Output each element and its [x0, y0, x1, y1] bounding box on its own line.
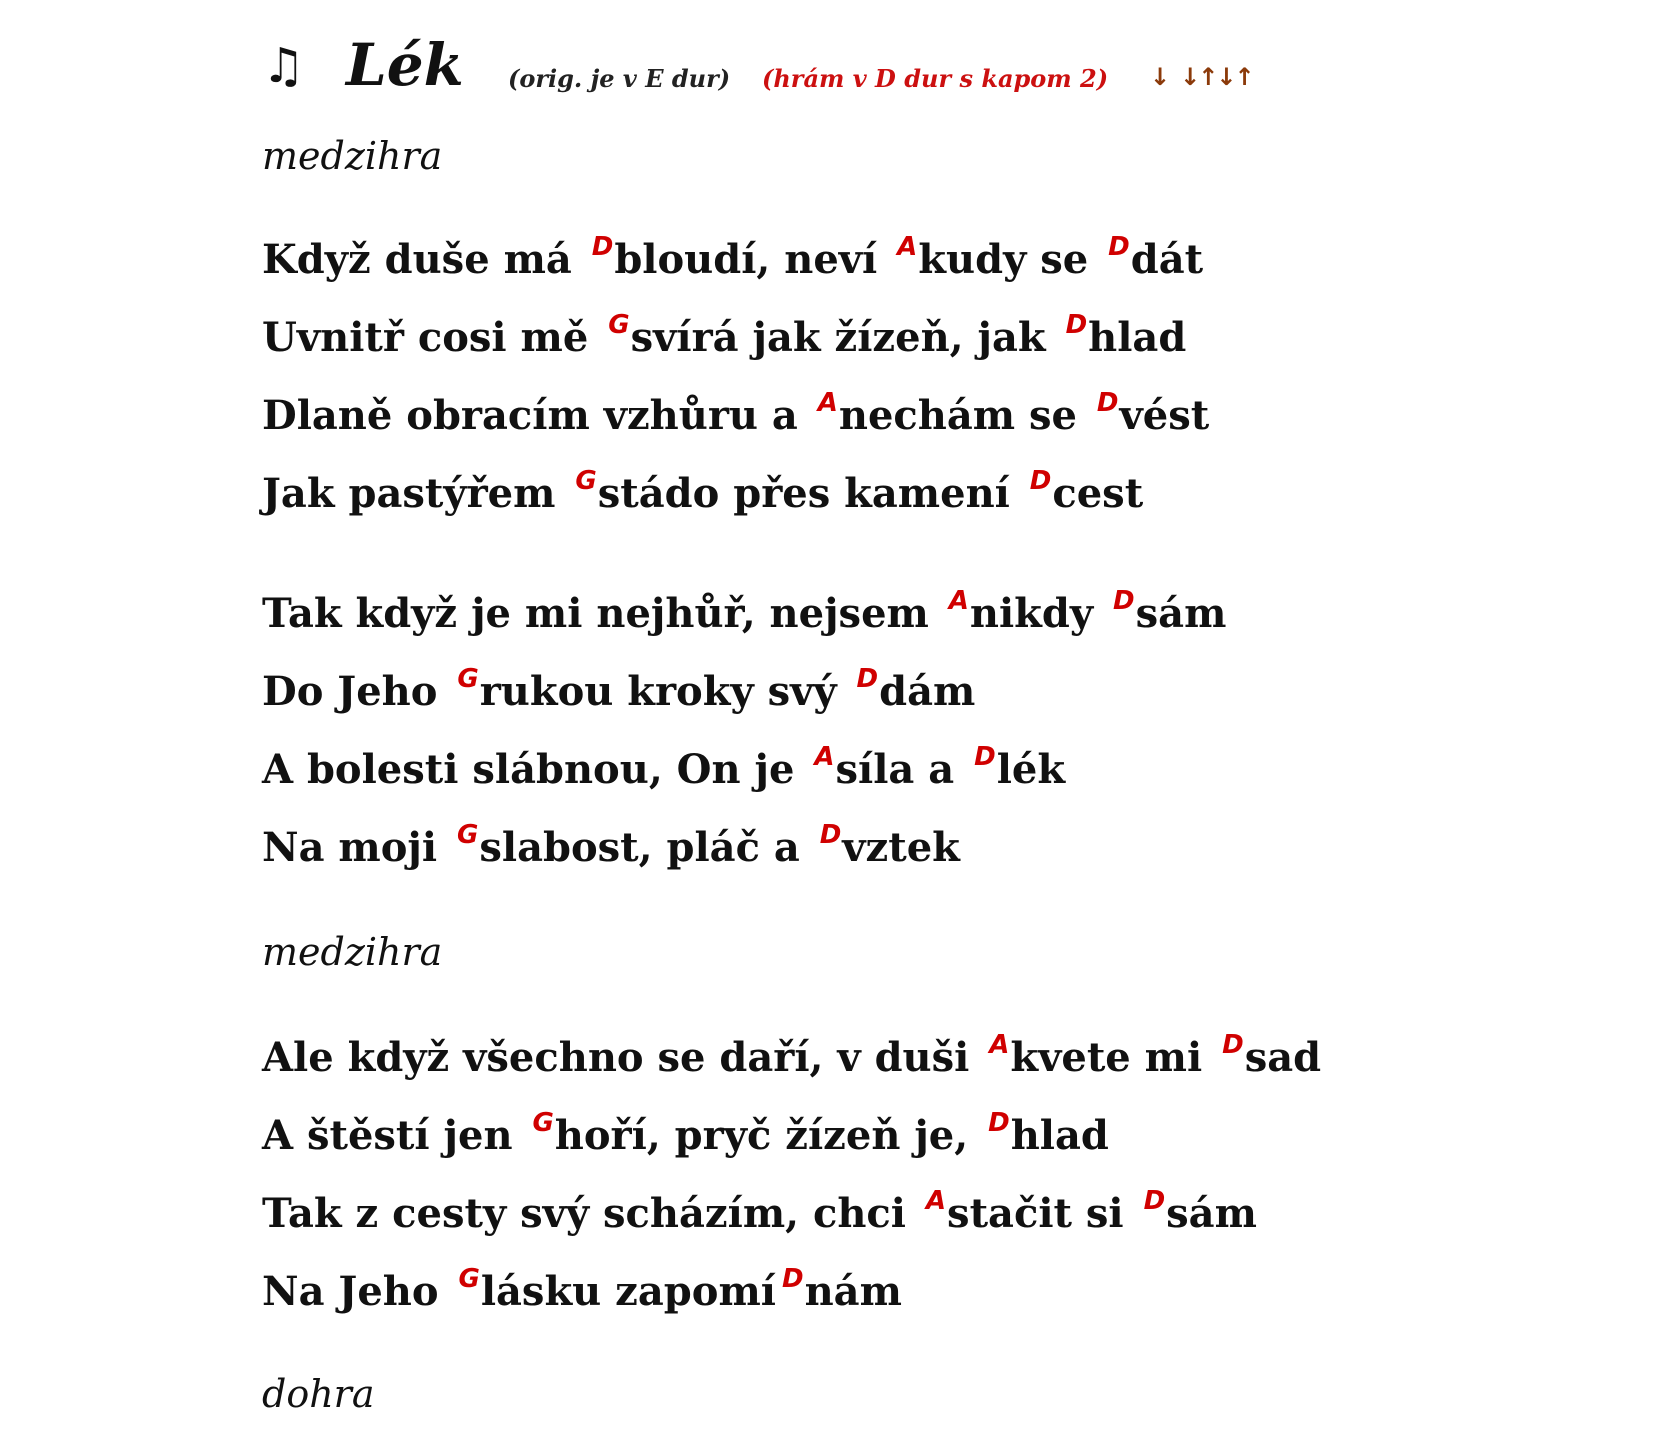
chord-symbol: D	[1065, 310, 1088, 340]
lyric-text: svírá jak žízeň, jak	[630, 314, 1060, 361]
chord-symbol: G	[532, 1108, 554, 1138]
lyric-line	[262, 388, 1210, 445]
chord-symbol: D	[1029, 466, 1052, 496]
chord-symbol: G	[457, 820, 479, 850]
chord-symbol: A	[814, 742, 835, 772]
lyric-text: lásku zapomí	[480, 1268, 776, 1315]
lyric-text: Tak když je mi nejhůř, nejsem	[262, 590, 943, 637]
lyric-text: Na moji	[262, 824, 452, 871]
lyric-text: síla a	[835, 746, 969, 793]
lyric-text: vést	[1119, 392, 1210, 439]
lyric-text: A bolesti slábnou, On je	[262, 746, 809, 793]
lyric-text: hlad	[1088, 314, 1187, 361]
chord-symbol: A	[989, 1030, 1010, 1060]
interlude-label: medzihra	[262, 930, 443, 974]
lyric-text: slabost, pláč a	[479, 824, 814, 871]
chord-symbol: G	[575, 466, 597, 496]
transpose-up-button[interactable]: ↓↑	[1216, 63, 1253, 91]
lyric-text: hlad	[1010, 1112, 1109, 1159]
lyric-text: hoří, pryč žízeň je,	[554, 1112, 983, 1159]
lyric-text: rukou kroky svý	[479, 668, 851, 715]
lyric-text: kvete mi	[1010, 1034, 1217, 1081]
chord-symbol: G	[458, 1264, 480, 1294]
lyric-text: Dlaně obracím vzhůru a	[262, 392, 812, 439]
music-note-icon: ♫	[262, 38, 306, 94]
chord-symbol: G	[608, 310, 630, 340]
lyric-text: nikdy	[969, 590, 1108, 637]
lyric-text: sám	[1135, 590, 1227, 637]
chord-symbol: A	[897, 232, 918, 262]
capo-info: (hrám v D dur s kapom 2)	[762, 64, 1109, 93]
lyric-text: cest	[1052, 470, 1144, 517]
chord-symbol: G	[457, 664, 479, 694]
lyric-text: vztek	[842, 824, 960, 871]
lyric-text: nechám se	[838, 392, 1091, 439]
chord-symbol: D	[1222, 1030, 1244, 1060]
lyric-text: Uvnitř cosi mě	[262, 314, 603, 361]
lyric-line	[262, 1030, 1322, 1087]
transpose-down-one-button[interactable]: ↓	[1150, 63, 1169, 91]
chord-symbol: D	[819, 820, 842, 850]
original-key-note: (orig. je v E dur)	[508, 64, 731, 93]
chord-symbol: D	[1113, 586, 1135, 616]
lyric-text: dát	[1130, 236, 1204, 283]
song-header	[262, 30, 1562, 100]
chord-symbol: D	[781, 1264, 804, 1294]
lyric-text: bloudí, neví	[614, 236, 892, 283]
lyric-line	[262, 232, 1204, 289]
lyric-line	[262, 1108, 1109, 1165]
chord-symbol: D	[1108, 232, 1130, 262]
lyric-text: stádo přes kamení	[597, 470, 1024, 517]
chord-symbol: D	[988, 1108, 1010, 1138]
lyric-text: sám	[1166, 1190, 1257, 1237]
lyric-text: Do Jeho	[262, 668, 452, 715]
lyric-line	[262, 586, 1227, 643]
lyric-text: Když duše má	[262, 236, 586, 283]
transpose-controls	[1150, 62, 1253, 92]
lyric-line	[262, 820, 960, 877]
chord-symbol: D	[1143, 1186, 1166, 1216]
lyric-text: nám	[804, 1268, 902, 1315]
intro-label: medzihra	[262, 134, 443, 178]
chord-symbol: D	[1096, 388, 1119, 418]
chord-symbol: A	[948, 586, 969, 616]
chord-symbol: D	[856, 664, 879, 694]
outro-label: dohra	[262, 1372, 375, 1416]
song-title: Lék	[346, 31, 464, 99]
lyric-line	[262, 742, 1066, 799]
transpose-down-two-button[interactable]: ↓↑	[1180, 63, 1217, 91]
lyric-text: Na Jeho	[262, 1268, 453, 1315]
lyric-text: dám	[879, 668, 976, 715]
chord-symbol: A	[817, 388, 838, 418]
lyric-text: Tak z cesty svý scházím, chci	[262, 1190, 920, 1237]
lyric-line	[262, 466, 1144, 523]
lyric-text: kudy se	[918, 236, 1103, 283]
lyric-text: A štěstí jen	[262, 1112, 527, 1159]
chord-symbol: D	[591, 232, 614, 262]
chord-symbol: A	[925, 1186, 947, 1216]
lyric-text: stačit si	[947, 1190, 1138, 1237]
lyric-line	[262, 310, 1187, 367]
lyric-text: Ale když všechno se daří, v duši	[262, 1034, 984, 1081]
lyric-text: sad	[1244, 1034, 1322, 1081]
lyric-line	[262, 664, 976, 721]
chord-symbol: D	[974, 742, 996, 772]
lyric-text: lék	[996, 746, 1066, 793]
lyric-line	[262, 1264, 902, 1321]
lyric-text: Jak pastýřem	[262, 470, 570, 517]
lyric-line	[262, 1186, 1257, 1243]
